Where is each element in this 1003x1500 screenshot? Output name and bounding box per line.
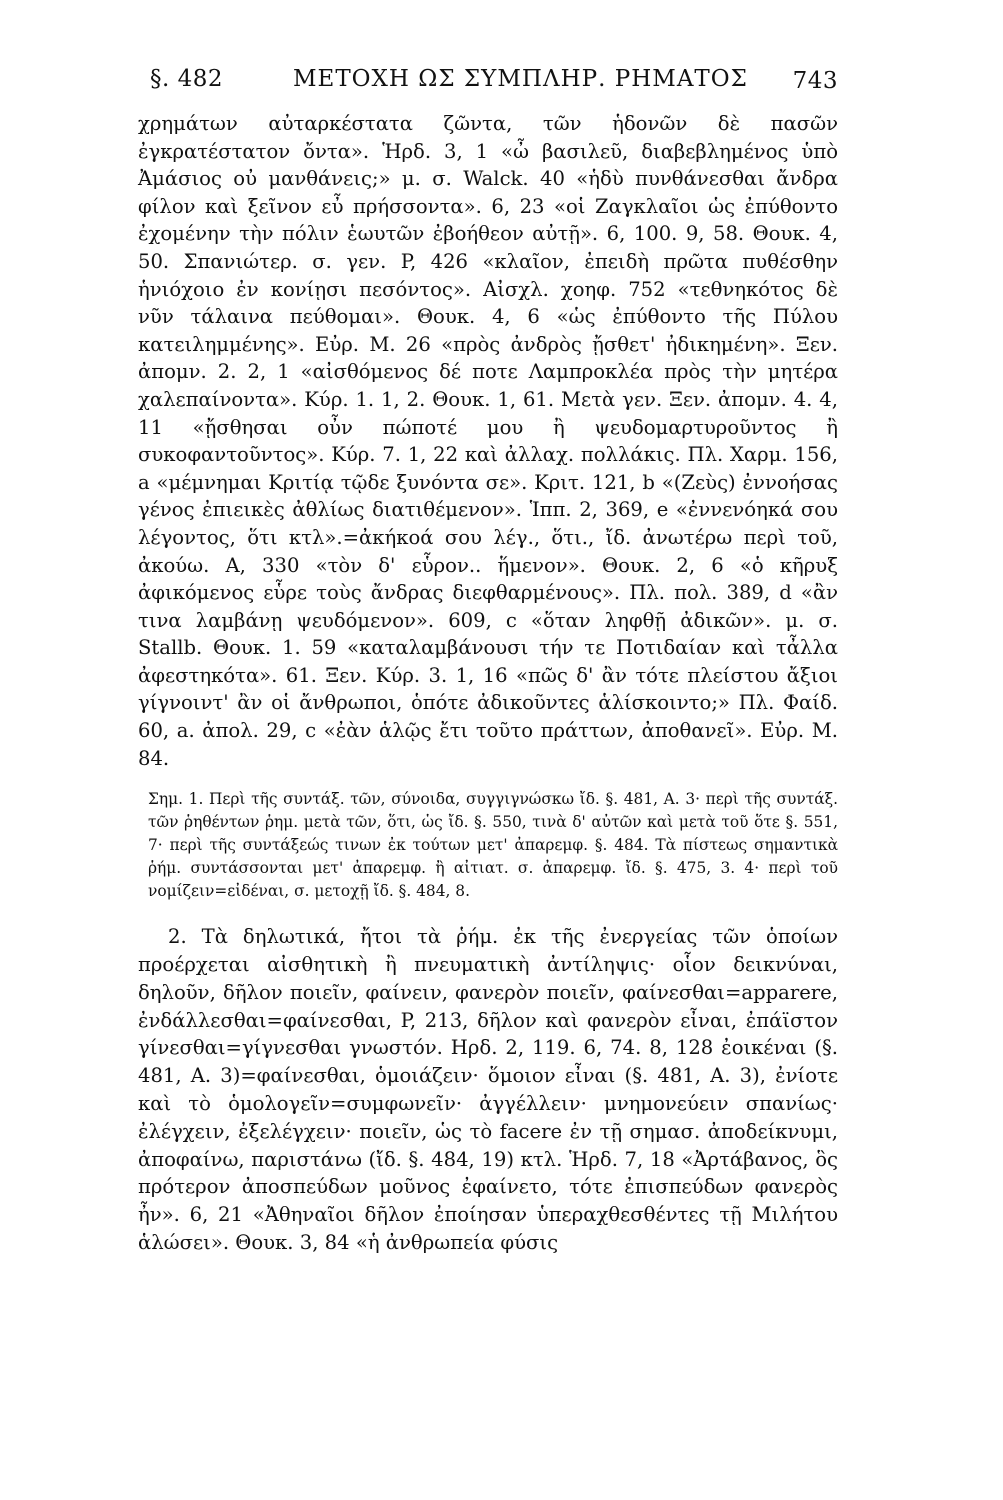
main-paragraph: χρημάτων αὐταρκέστατα ζῶντα, τῶν ἡδονῶν δὲ πασῶν ἐγκρατέστατον ὄντα». Ἡρδ. 3, 1 «ὦ βασιλεῦ, διαβεβλημένος ὑπὸ Ἀμάσιος οὐ μανθάνεις;» μ. σ. Walck. 40 «ἡδὺ πυνθάνεσθαι ἄνδρα φίλον καὶ ξεῖνον εὖ πρήσσοντα». 6, 23 «οἱ Ζαγκλαῖοι ὡς ἐπύθοντο ἐχομένην τὴν πόλιν ἑωυτῶν ἐβοήθεον αὐτῇ». 6, 100. 9, 58. Θουκ. 4, 50. Σπανιώτερ. σ. γεν. P, 426 «κλαῖον, ἐπειδὴ πρῶτα πυθέσθην ἡνιόχοιο ἐν κονίῃσι πεσόντος». Αἰσχλ. χοηφ. 752 «τεθνηκότος δὲ νῦν τάλαινα πεύθομαι». Θουκ. 4, 6 «ὡς ἐπύθοντο τῆς Πύλου κατειλημμένης». Εὐρ. Μ. 26 «πρὸς ἀνδρὸς ᾔσθετ' ἠδικημένη». Ξεν. ἀπομν. 2. 2, 1 «αἰσθόμενος δέ ποτε Λαμπροκλέα πρὸς τὴν μητέρα χαλεπαίνοντα». Κύρ. 1. 1, 2. Θουκ. 1, 61. Μετὰ γεν. Ξεν. ἀπομν. 4. 4, 11 «ᾔσθησαι οὖν πώποτέ μου ἢ ψευδομαρτυροῦντος ἢ συκοφαντοῦντος». Κύρ. 7. 1, 22 καὶ ἀλλαχ. πολλάκις. Πλ. Χαρμ. 156, a «μέμνημαι Κριτίᾳ τῷδε ξυνόντα σε». Κριτ. 121, b «(Ζεὺς) ἐννοήσας γένος ἐπιεικὲς ἀθλίως διατιθέμενον». Ἱππ. 2, 369, e «ἐννενόηκά σου λέγοντος, ὅτι κτλ».=ἀκήκοά σου λέγ., ὅτι., ἴδ. ἀνωτέρω περὶ τοῦ, ἀκούω. A, 330 «τὸν δ' εὗρον.. ἥμενον». Θουκ. 2, 6 «ὁ κῆρυξ ἀφικόμενος εὗρε τοὺς ἄνδρας διεφθαρμένους». Πλ. πολ. 389, d «ἂν τινα λαμβάνῃ ψευδόμενον». 609, c «ὅταν ληφθῇ ἀδικῶν». μ. σ. Stallb. Θουκ. 1. 59 «καταλαμβάνουσι τήν τε Ποτιδαίαν καὶ τἆλλα ἀφεστηκότα». 61. Ξεν. Κύρ. 3. 1, 16 «πῶς δ' ἂν τότε πλείστου ἄξιοι γίγνοιντ' ἂν οἱ ἄνθρωποι, ὁπότε ἀδικοῦντες ἁλίσκοιντο;» Πλ. Φαίδ. 60, a. ἀπολ. 29, c «ἐὰν ἁλῷς ἔτι τοῦτο πράττων, ἀποθανεῖ». Εὐρ. Μ. 84. xyxy=(138,112,838,770)
book-page xyxy=(138,62,838,1257)
section-number: §. 482 xyxy=(150,66,224,92)
page-number: 743 xyxy=(792,68,838,94)
paragraph-2: 2. Τὰ δηλωτικά, ἤτοι τὰ ῥήμ. ἐκ τῆς ἐνεργείας τῶν ὁποίων προέρχεται αἰσθητικὴ ἢ πνευματικὴ ἀντίληψις· οἷον δεικνύναι, δηλοῦν, δῆλον ποιεῖν, φαίνειν, φανερὸν ποιεῖν, φαίνεσθαι=apparere, ἐνδάλλεσθαι=φαίνεσθαι, P, 213, δῆλον καὶ φανερὸν εἶναι, ἐπάϊστον γίνεσθαι=γίγνεσθαι γνωστόν. Ηρδ. 2, 119. 6, 74. 8, 128 ἐοικέναι (§. 481, A. 3)=φαίνεσθαι, ὁμοιάζειν· ὅμοιον εἶναι (§. 481, A. 3), ἐνίοτε καὶ τὸ ὁμολογεῖν=συμφωνεῖν· ἀγγέλλειν· μνημονεύειν σπανίως· ἐλέγχειν, ἐξελέγχειν· ποιεῖν, ὡς τὸ facere ἐν τῇ σημασ. ἀποδείκνυμι, ἀποφαίνω, παριστάνω (ἴδ. §. 484, 19) κτλ. Ἡρδ. 7, 18 «Ἀρτάβανος, ὃς πρότερον ἀποσπεύδων μοῦνος ἐφαίνετο, τότε ἐπισπεύδων φανερὸς ἦν». 6, 21 «Ἀθηναῖοι δῆλον ἐποίησαν ὑπεραχθεσθέντες τῇ Μιλήτου ἁλώσει». Θουκ. 3, 84 «ἡ ἀνθρωπεία φύσις xyxy=(138,925,838,1255)
footnote-remark: Σημ. 1. Περὶ τῆς συντάξ. τῶν, σύνοιδα, συγγιγνώσκω ἴδ. §. 481, A. 3· περὶ τῆς συντάξ. τῶν ῥηθέντων ῥημ. μετὰ τῶν, ὅτι, ὡς ἴδ. §. 550, τινὰ δ' αὐτῶν καὶ μετὰ τοῦ ὅτε §. 551, 7· περὶ τῆς συντάξεώς τινων ἐκ τούτων μετ' ἀπαρεμφ. §. 484. Τὰ πίστεως σημαντικὰ ῥήμ. συντάσσονται μετ' ἀπαρεμφ. ἢ αἰτιατ. σ. ἀπαρεμφ. ἴδ. §. 475, 3. 4· περὶ τοῦ νομίζειν=εἰδέναι, σ. μετοχῇ ἴδ. §. 484, 8. xyxy=(148,790,838,901)
running-head xyxy=(138,62,838,102)
running-title: ΜΕΤΟΧΗ ΩΣ ΣΥΜΠΛΗΡ. ΡΗΜΑΤΟΣ xyxy=(293,66,748,92)
